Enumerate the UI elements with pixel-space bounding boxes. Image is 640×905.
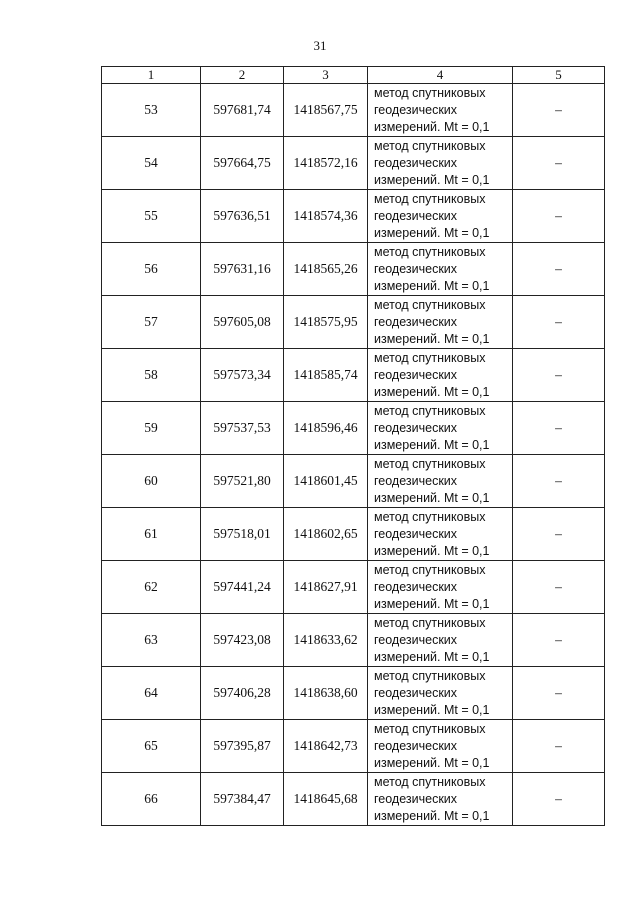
y-coordinate-cell: 1418575,95 (284, 296, 368, 349)
method-line: метод спутниковых (374, 668, 486, 683)
method-line: метод спутниковых (374, 244, 486, 259)
point-number-cell: 55 (102, 190, 201, 243)
method-cell (368, 190, 513, 243)
method-line: измерений. Mt = 0,1 (374, 331, 490, 346)
x-coordinate-cell: 597395,87 (201, 720, 284, 773)
method-line: геодезических (374, 208, 458, 223)
method-line: измерений. Mt = 0,1 (374, 543, 490, 558)
x-coordinate-cell: 597664,75 (201, 137, 284, 190)
header-row (102, 67, 605, 84)
x-coordinate-cell: 597573,34 (201, 349, 284, 402)
x-coordinate-cell: 597441,24 (201, 561, 284, 614)
point-number-cell: 61 (102, 508, 201, 561)
y-coordinate-cell: 1418645,68 (284, 773, 368, 826)
y-coordinate-cell: 1418567,75 (284, 84, 368, 137)
method-line: метод спутниковых (374, 721, 486, 736)
method-cell (368, 614, 513, 667)
table-row (102, 561, 605, 614)
method-line: метод спутниковых (374, 297, 486, 312)
table-row (102, 455, 605, 508)
dash-mark: – (555, 685, 562, 700)
dash-mark: – (555, 314, 562, 329)
table-row (102, 349, 605, 402)
dash-mark: – (555, 367, 562, 382)
method-line: метод спутниковых (374, 403, 486, 418)
method-line: метод спутниковых (374, 350, 486, 365)
point-number-cell: 62 (102, 561, 201, 614)
method-line: метод спутниковых (374, 85, 486, 100)
y-coordinate-cell: 1418633,62 (284, 614, 368, 667)
point-number-cell: 63 (102, 614, 201, 667)
table-row (102, 296, 605, 349)
method-line: измерений. Mt = 0,1 (374, 225, 490, 240)
method-line: геодезических (374, 314, 458, 329)
method-cell (368, 84, 513, 137)
point-number-cell: 56 (102, 243, 201, 296)
method-cell (368, 720, 513, 773)
method-line: измерений. Mt = 0,1 (374, 278, 490, 293)
table-row (102, 243, 605, 296)
x-coordinate-cell: 597384,47 (201, 773, 284, 826)
dash-mark: – (555, 632, 562, 647)
y-coordinate-cell: 1418627,91 (284, 561, 368, 614)
method-cell (368, 508, 513, 561)
x-coordinate-cell: 597521,80 (201, 455, 284, 508)
method-line: геодезических (374, 526, 458, 541)
dash-mark: – (555, 155, 562, 170)
method-cell (368, 137, 513, 190)
note-cell (513, 773, 605, 826)
y-coordinate-cell: 1418642,73 (284, 720, 368, 773)
point-number-cell: 64 (102, 667, 201, 720)
dash-mark: – (555, 102, 562, 117)
method-line: метод спутниковых (374, 562, 486, 577)
method-line: геодезических (374, 473, 458, 488)
method-line: измерений. Mt = 0,1 (374, 119, 490, 134)
method-line: геодезических (374, 632, 458, 647)
table-row (102, 720, 605, 773)
point-number-cell: 65 (102, 720, 201, 773)
table-header (102, 67, 605, 84)
header-col-4: 4 (368, 67, 513, 84)
y-coordinate-cell: 1418565,26 (284, 243, 368, 296)
table-row (102, 508, 605, 561)
x-coordinate-cell: 597631,16 (201, 243, 284, 296)
point-number-cell: 66 (102, 773, 201, 826)
method-line: метод спутниковых (374, 509, 486, 524)
coordinates-table (101, 66, 605, 826)
y-coordinate-cell: 1418601,45 (284, 455, 368, 508)
method-cell (368, 667, 513, 720)
table-body (102, 84, 605, 826)
method-line: измерений. Mt = 0,1 (374, 172, 490, 187)
method-cell (368, 773, 513, 826)
table-row (102, 137, 605, 190)
dash-mark: – (555, 261, 562, 276)
dash-mark: – (555, 526, 562, 541)
note-cell (513, 84, 605, 137)
table-row (102, 84, 605, 137)
method-line: геодезических (374, 685, 458, 700)
dash-mark: – (555, 791, 562, 806)
dash-mark: – (555, 579, 562, 594)
note-cell (513, 667, 605, 720)
method-line: метод спутниковых (374, 615, 486, 630)
x-coordinate-cell: 597681,74 (201, 84, 284, 137)
method-line: геодезических (374, 261, 458, 276)
y-coordinate-cell: 1418585,74 (284, 349, 368, 402)
note-cell (513, 402, 605, 455)
point-number-cell: 57 (102, 296, 201, 349)
dash-mark: – (555, 208, 562, 223)
method-line: геодезических (374, 155, 458, 170)
method-line: геодезических (374, 579, 458, 594)
note-cell (513, 720, 605, 773)
page-number: 31 (313, 38, 327, 53)
method-line: геодезических (374, 102, 458, 117)
method-cell (368, 296, 513, 349)
y-coordinate-cell: 1418602,65 (284, 508, 368, 561)
table-row (102, 614, 605, 667)
point-number-cell: 53 (102, 84, 201, 137)
note-cell (513, 296, 605, 349)
method-cell (368, 455, 513, 508)
method-cell (368, 349, 513, 402)
method-line: геодезических (374, 791, 458, 806)
x-coordinate-cell: 597537,53 (201, 402, 284, 455)
note-cell (513, 243, 605, 296)
y-coordinate-cell: 1418572,16 (284, 137, 368, 190)
table-row (102, 667, 605, 720)
header-col-2: 2 (201, 67, 284, 84)
method-line: метод спутниковых (374, 456, 486, 471)
note-cell (513, 508, 605, 561)
dash-mark: – (555, 473, 562, 488)
method-line: метод спутниковых (374, 191, 486, 206)
note-cell (513, 455, 605, 508)
table-row (102, 190, 605, 243)
note-cell (513, 561, 605, 614)
x-coordinate-cell: 597605,08 (201, 296, 284, 349)
y-coordinate-cell: 1418638,60 (284, 667, 368, 720)
header-col-3: 3 (284, 67, 368, 84)
table-row (102, 402, 605, 455)
x-coordinate-cell: 597423,08 (201, 614, 284, 667)
note-cell (513, 349, 605, 402)
y-coordinate-cell: 1418574,36 (284, 190, 368, 243)
method-line: геодезических (374, 367, 458, 382)
method-line: метод спутниковых (374, 774, 486, 789)
x-coordinate-cell: 597636,51 (201, 190, 284, 243)
note-cell (513, 137, 605, 190)
method-line: измерений. Mt = 0,1 (374, 490, 490, 505)
header-col-5: 5 (513, 67, 605, 84)
point-number-cell: 59 (102, 402, 201, 455)
table-row (102, 773, 605, 826)
y-coordinate-cell: 1418596,46 (284, 402, 368, 455)
method-line: геодезических (374, 738, 458, 753)
method-line: измерений. Mt = 0,1 (374, 755, 490, 770)
method-line: измерений. Mt = 0,1 (374, 808, 490, 823)
method-line: метод спутниковых (374, 138, 486, 153)
method-cell (368, 561, 513, 614)
note-cell (513, 614, 605, 667)
method-line: геодезических (374, 420, 458, 435)
point-number-cell: 60 (102, 455, 201, 508)
point-number-cell: 58 (102, 349, 201, 402)
point-number-cell: 54 (102, 137, 201, 190)
header-col-1: 1 (102, 67, 201, 84)
method-line: измерений. Mt = 0,1 (374, 649, 490, 664)
method-line: измерений. Mt = 0,1 (374, 384, 490, 399)
note-cell (513, 190, 605, 243)
method-line: измерений. Mt = 0,1 (374, 702, 490, 717)
dash-mark: – (555, 738, 562, 753)
method-cell (368, 402, 513, 455)
dash-mark: – (555, 420, 562, 435)
method-cell (368, 243, 513, 296)
x-coordinate-cell: 597518,01 (201, 508, 284, 561)
x-coordinate-cell: 597406,28 (201, 667, 284, 720)
method-line: измерений. Mt = 0,1 (374, 596, 490, 611)
method-line: измерений. Mt = 0,1 (374, 437, 490, 452)
